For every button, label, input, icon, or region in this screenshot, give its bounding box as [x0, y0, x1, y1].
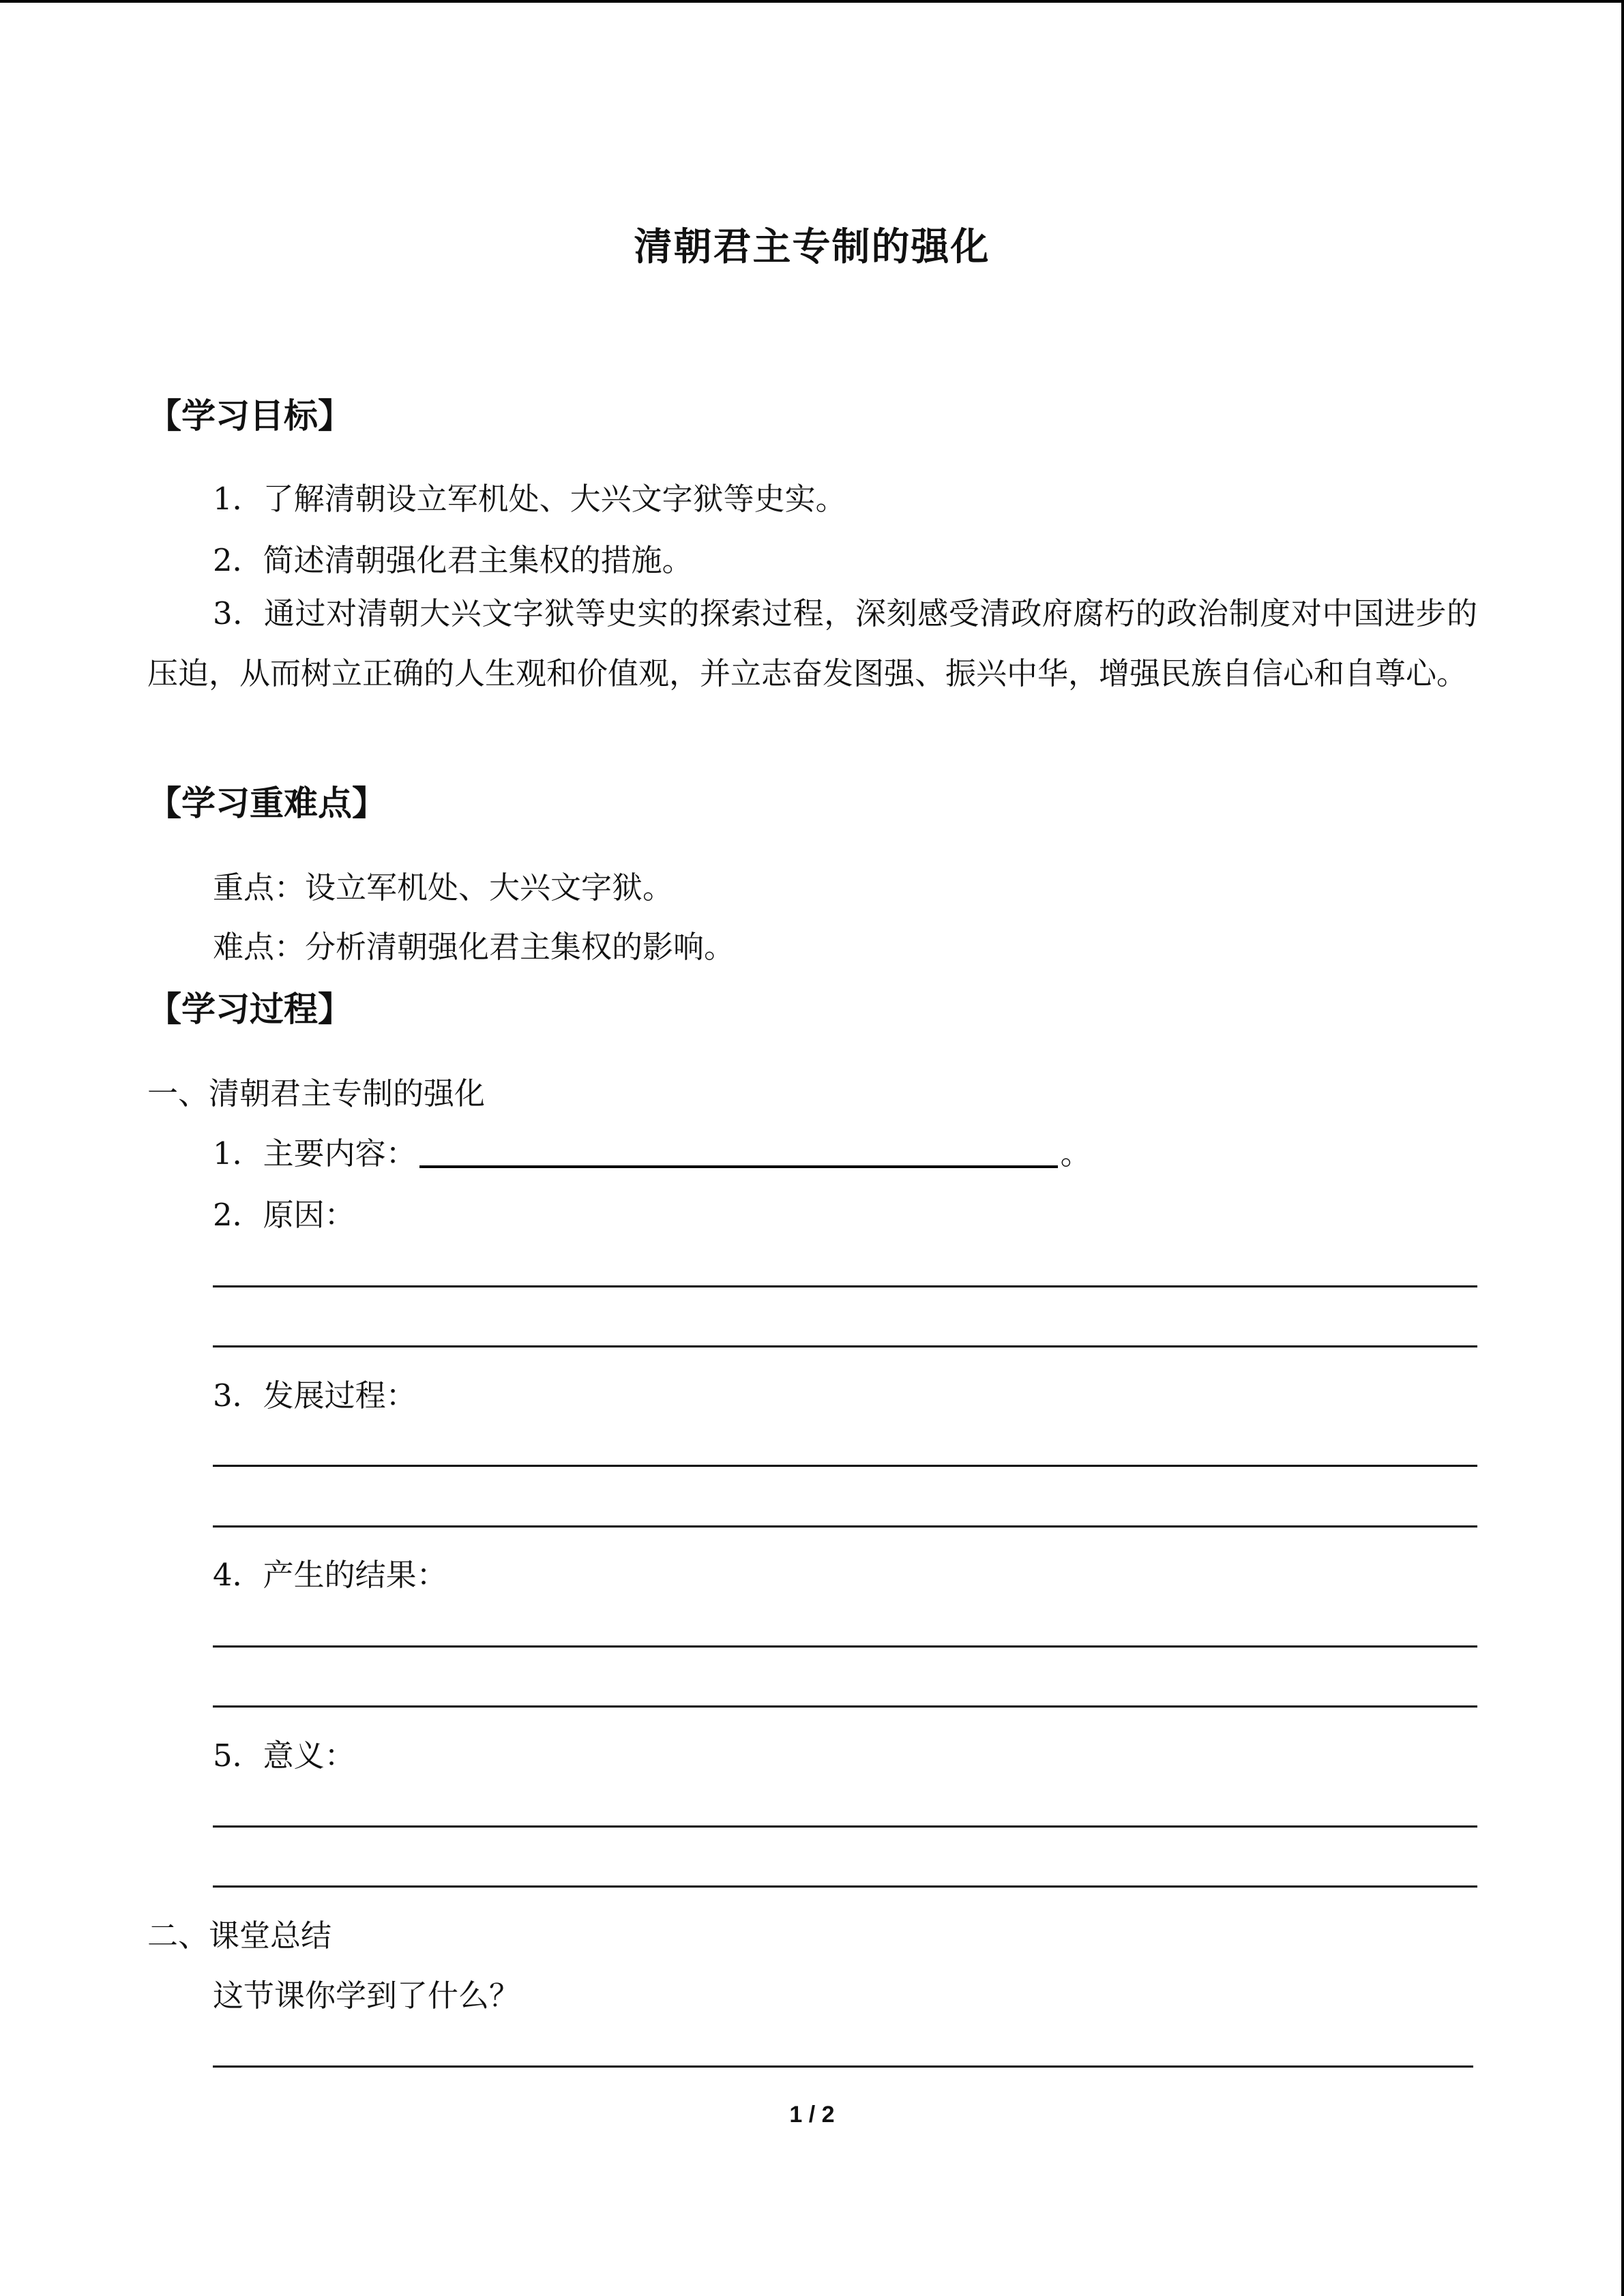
question-1-label: 1．主要内容： [213, 1135, 417, 1172]
page-number: 1 / 2 [789, 2102, 835, 2128]
key-point: 重点：设立军机处、大兴文字狱。 [213, 869, 674, 906]
objective-item-1: 1．了解清朝设立军机处、大兴文字狱等史实。 [213, 481, 846, 517]
page-title: 清朝君主专制的强化 [634, 225, 990, 269]
question-1 [213, 1129, 1091, 1173]
answer-line[interactable] [213, 1465, 1477, 1467]
keypoints-heading: 【学习重难点】 [147, 784, 386, 823]
answer-line[interactable] [213, 2066, 1473, 2068]
question-5: 5．意义： [213, 1738, 355, 1774]
answer-line[interactable] [213, 1345, 1477, 1347]
section-2-title: 二、课堂总结 [147, 1918, 332, 1954]
section-1-title: 一、清朝君主专制的强化 [147, 1075, 486, 1112]
objectives-heading: 【学习目标】 [147, 396, 352, 436]
difficult-point: 难点：分析清朝强化君主集权的影响。 [213, 929, 735, 965]
answer-line[interactable] [213, 1645, 1477, 1648]
answer-line[interactable] [213, 1825, 1477, 1828]
answer-line[interactable] [213, 1705, 1477, 1708]
objective-item-2: 2．简述清朝强化君主集权的措施。 [213, 542, 693, 578]
process-heading: 【学习过程】 [147, 989, 352, 1029]
question-3: 3．发展过程： [213, 1377, 417, 1414]
answer-line[interactable] [213, 1885, 1477, 1888]
answer-line[interactable] [213, 1525, 1477, 1527]
question-1-end: 。 [1060, 1135, 1091, 1172]
summary-question: 这节课你学到了什么？ [213, 1978, 520, 2014]
question-4: 4．产生的结果： [213, 1557, 447, 1593]
top-border [0, 0, 1624, 3]
answer-line[interactable] [213, 1285, 1477, 1287]
objective-item-3: 3．通过对清朝大兴文字狱等史实的探索过程，深刻感受清政府腐朽的政治制度对中国进步的压迫，从而树立正确的人生观和价值观，并立志奋发图强、振兴中华，增强民族自信心和自尊心。 [147, 595, 1477, 691]
question-2: 2．原因： [213, 1197, 355, 1233]
answer-blank-1[interactable] [419, 1165, 1058, 1168]
right-border [1621, 0, 1624, 2296]
